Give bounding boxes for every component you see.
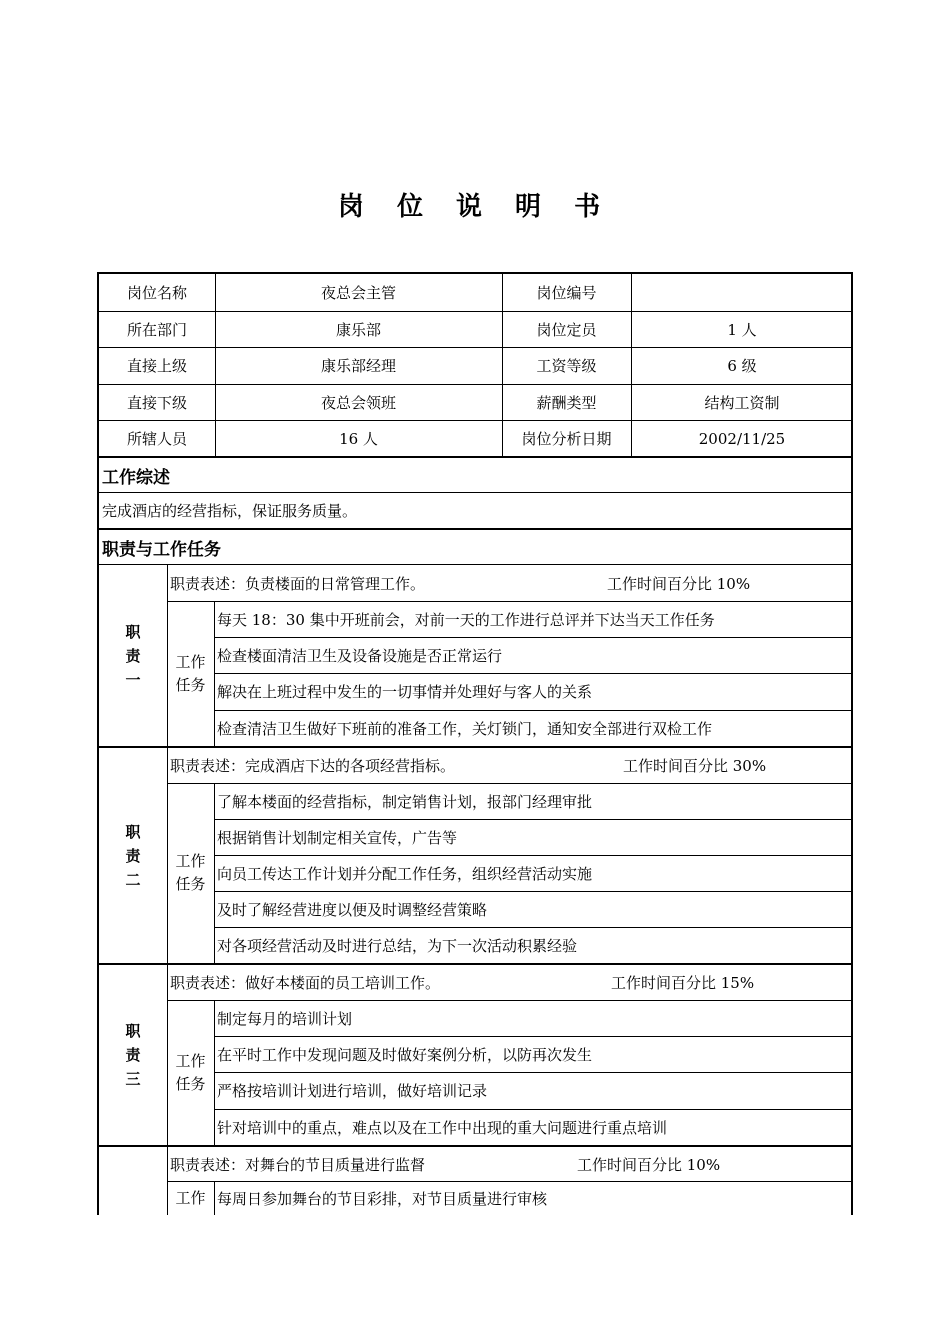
task-label-line: 工作 xyxy=(175,852,206,870)
page-title: 岗 位 说 明 书 xyxy=(337,192,613,222)
label-pay-type: 薪酬类型 xyxy=(536,393,597,412)
duty-4-task-1: 每周日参加舞台的节目彩排，对节目质量进行审核 xyxy=(217,1189,548,1208)
label-salary-grade: 工资等级 xyxy=(536,357,597,375)
value-headcount: 1 人 xyxy=(727,320,757,339)
duty-3-name-char: 责 xyxy=(125,1046,141,1064)
value-pay-type: 结构工资制 xyxy=(704,393,780,412)
duty-1-task-3: 解决在上班过程中发生的一切事情并处理好与客人的关系 xyxy=(217,683,593,701)
label-headcount: 岗位定员 xyxy=(536,320,597,339)
duty-2-time-percentage: 工作时间百分比 30% xyxy=(623,757,767,775)
duty-1-description: 职责表述：负责楼面的日常管理工作。 xyxy=(170,574,426,593)
task-label-line: 工作 xyxy=(175,1188,206,1207)
duty-1-time-percentage: 工作时间百分比 10% xyxy=(607,574,751,593)
duty-1-task-2: 检查楼面清洁卫生及设备设施是否正常运行 xyxy=(217,646,503,665)
label-staff-count: 所辖人员 xyxy=(126,430,187,448)
duty-4-time-percentage: 工作时间百分比 10% xyxy=(577,1155,721,1174)
value-position-code xyxy=(631,274,853,311)
duty-3-description-row xyxy=(167,965,853,1000)
duty-2-task-4: 及时了解经营进度以便及时调整经营策略 xyxy=(217,900,488,919)
duty-2-description-row xyxy=(167,748,853,783)
task-label-line: 工作 xyxy=(175,652,206,671)
task-label-line: 任务 xyxy=(175,875,206,893)
duty-1-name-char: 职 xyxy=(125,622,141,641)
summary-heading: 工作综述 xyxy=(102,467,170,488)
label-direct-subordinate: 直接下级 xyxy=(126,393,187,412)
duty-3-task-2: 在平时工作中发现问题及时做好案例分析，以防再次发生 xyxy=(217,1045,593,1064)
duty-2-description: 职责表述：完成酒店下达的各项经营指标。 xyxy=(170,757,456,775)
task-label-line: 任务 xyxy=(175,1074,206,1093)
duty-3-description: 职责表述：做好本楼面的员工培训工作。 xyxy=(170,974,441,992)
task-label-line: 工作 xyxy=(175,1051,206,1070)
duty-2-name-char: 责 xyxy=(125,846,141,865)
duty-2-name xyxy=(99,748,167,963)
duty-3-name-char: 职 xyxy=(125,1022,141,1040)
value-direct-subordinate: 夜总会领班 xyxy=(320,393,396,412)
duty-3-task-label xyxy=(167,1000,214,1145)
value-position-name: 夜总会主管 xyxy=(320,284,396,302)
duty-2-task-3: 向员工传达工作计划并分配工作任务，组织经营活动实施 xyxy=(217,864,593,883)
duty-4-description: 职责表述：对舞台的节目质量进行监督 xyxy=(170,1155,426,1174)
duty-3-name-char: 三 xyxy=(125,1070,141,1088)
value-department: 康乐部 xyxy=(335,320,381,339)
label-position-name: 岗位名称 xyxy=(126,284,187,302)
duty-3-task-4: 针对培训中的重点，难点以及在工作中出现的重大问题进行重点培训 xyxy=(217,1118,668,1137)
duty-1-task-1: 每天 18：30 集中开班前会，对前一天的工作进行总评并下达当天工作任务 xyxy=(217,610,715,629)
duty-1-task-4: 检查清洁卫生做好下班前的准备工作，关灯锁门，通知安全部进行双检工作 xyxy=(217,719,713,738)
duty-3-name xyxy=(99,965,167,1145)
value-salary-grade: 6 级 xyxy=(727,357,757,375)
duty-2-task-2: 根据销售计划制定相关宣传，广告等 xyxy=(217,828,458,847)
duty-2-task-5: 对各项经营活动及时进行总结，为下一次活动积累经验 xyxy=(217,936,578,955)
duty-3-task-3: 严格按培训计划进行培训，做好培训记录 xyxy=(217,1082,488,1100)
job-description-table xyxy=(97,272,853,1215)
duty-3-task-1: 制定每月的培训计划 xyxy=(217,1009,353,1028)
duty-3-time-percentage: 工作时间百分比 15% xyxy=(611,974,755,992)
duty-2-task-label xyxy=(167,783,214,963)
duty-1-description-row xyxy=(167,565,853,601)
duty-1-name-char: 责 xyxy=(125,646,141,665)
task-label-line: 任务 xyxy=(175,675,206,694)
duty-4-description-row xyxy=(167,1147,853,1181)
value-staff-count: 16 人 xyxy=(339,430,378,448)
value-direct-superior: 康乐部经理 xyxy=(320,357,396,375)
duty-1-task-label xyxy=(167,601,214,746)
duty-2-name-char: 二 xyxy=(125,870,141,889)
duty-4-task-label xyxy=(167,1181,214,1215)
label-direct-superior: 直接上级 xyxy=(126,357,187,375)
duty-2-task-1: 了解本楼面的经营指标，制定销售计划，报部门经理审批 xyxy=(217,792,593,811)
label-position-code: 岗位编号 xyxy=(536,284,597,302)
duty-2-name-char: 职 xyxy=(125,822,141,841)
duty-1-name-char: 一 xyxy=(125,670,141,689)
summary-text: 完成酒店的经营指标，保证服务质量。 xyxy=(102,502,358,520)
label-department: 所在部门 xyxy=(126,320,187,339)
label-analysis-date: 岗位分析日期 xyxy=(521,430,612,448)
value-analysis-date: 2002/11/25 xyxy=(698,429,786,448)
duty-1-name xyxy=(99,565,167,746)
duties-heading: 职责与工作任务 xyxy=(102,539,221,560)
